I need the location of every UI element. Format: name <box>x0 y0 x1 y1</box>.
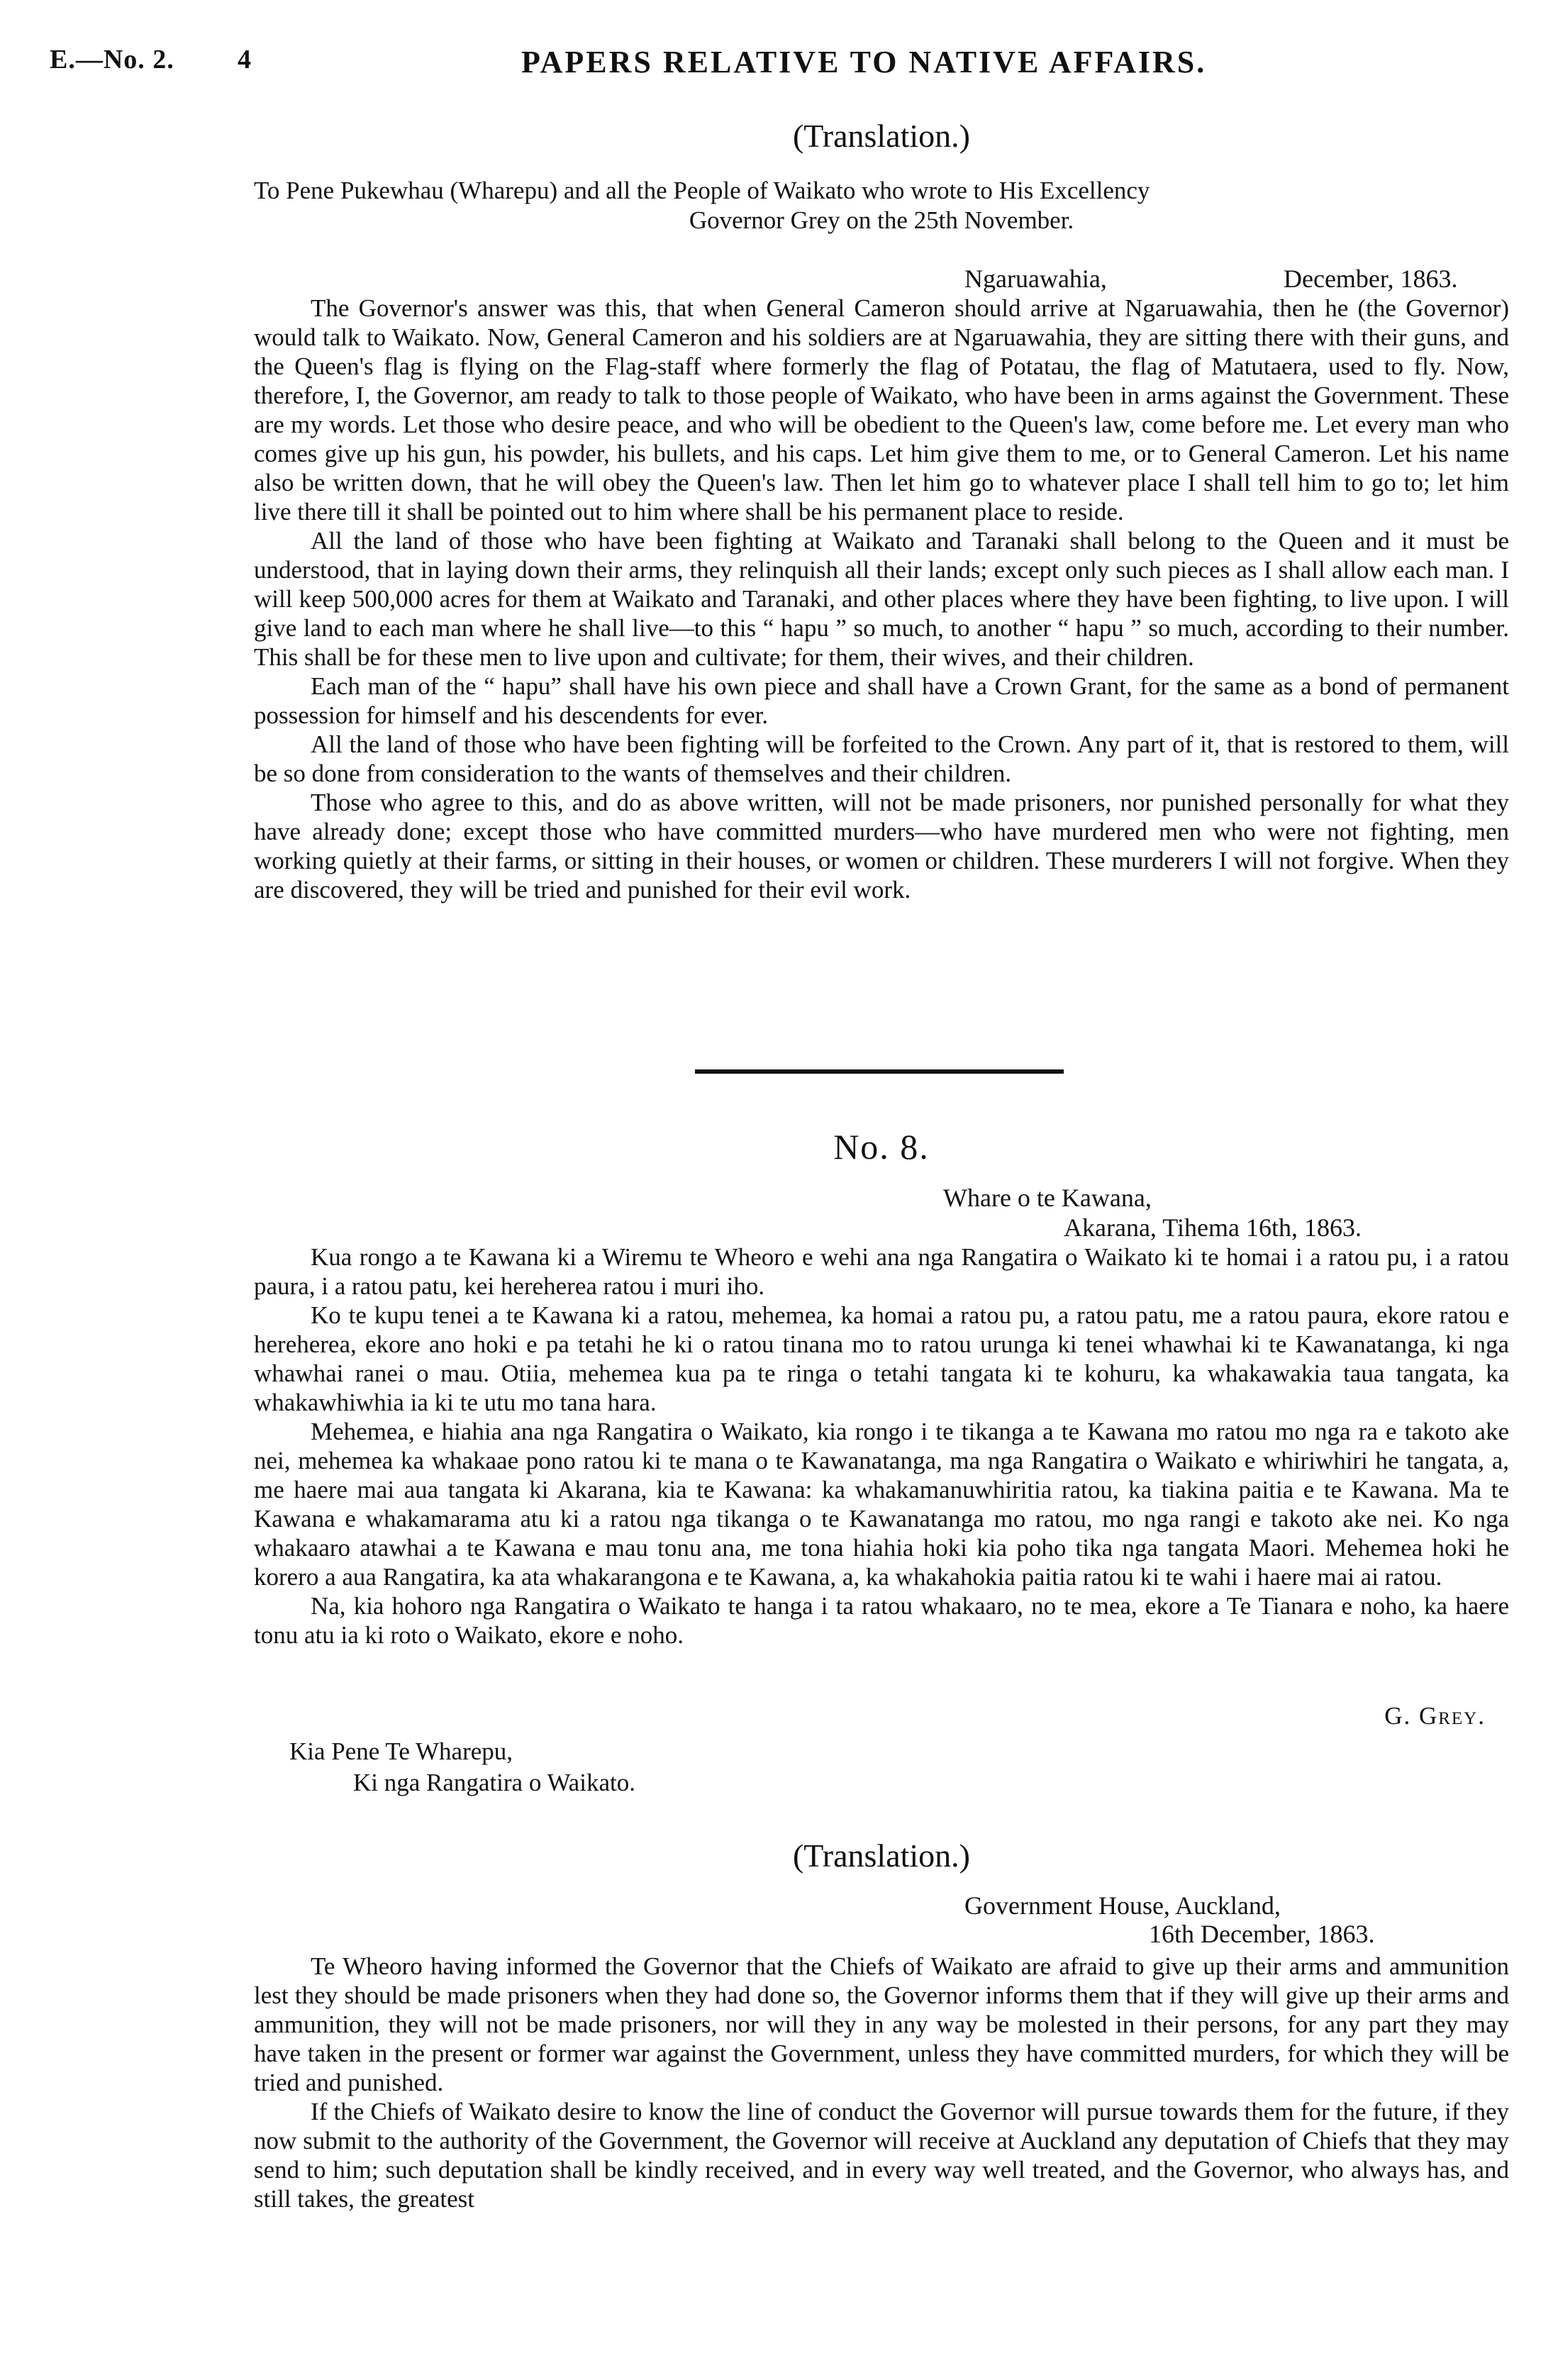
maori-address-line-1: Whare o te Kawana, <box>943 1184 1152 1212</box>
dateline-date: December, 1863. <box>1284 265 1458 293</box>
maori-letter-body <box>254 1242 1509 1650</box>
addressee-line-2: Governor Grey on the 25th November. <box>689 206 1074 234</box>
paragraph: The Governor's answer was this, that when General Cameron should arrive at Ngaruawahia, then he (the Governor) would talk to Waikato. Now, General Cameron and his soldiers are at Ngaruawahia, they are sitting there with their guns, and the Queen's flag is flying on the Flag-staff where formerly the flag of Potatau, the flag of Matutaera, used to fly. Now, therefore, I, the Governor, am ready to talk to those people of Waikato, who have been in arms against the Government. These are my words. Let those who desire peace, and who will be obedient to the Queen's law, come before me. Let every man who comes give up his gun, his powder, his bullets, and his caps. Let him give them to me, or to General Cameron. Let his name also be written down, that he will obey the Queen's law. Then let him go to whatever place I shall tell him to go to; let him live there till it shall be pointed out to him where shall be his permanent place to reside. <box>254 294 1509 526</box>
signature: G. Grey. <box>1384 1702 1486 1730</box>
letter-number-heading: No. 8. <box>833 1127 930 1167</box>
addressee <box>254 176 1509 235</box>
paragraph: All the land of those who have been fighting at Waikato and Taranaki shall belong to the Queen and it must be understood, that in laying down their arms, they relinquish all their lands; except only such pieces as I shall allow each man. I will keep 500,000 acres for them at Waikato and Taranaki, and other places where they have been fighting, to live upon. I will give land to each man where he shall live—to this “ hapu ” so much, to another “ hapu ” so much, according to their number. This shall be for these men to live upon and cultivate; for them, their wives, and their children. <box>254 527 1509 671</box>
paragraph: All the land of those who have been fighting will be forfeited to the Crown. Any part of it, that is restored to them, will be so done from consideration to the wants of themselves and their children. <box>254 730 1509 787</box>
translation-heading-1: (Translation.) <box>792 118 970 154</box>
recipient-line-1: Kia Pene Te Wharepu, <box>289 1737 513 1765</box>
paragraph: Those who agree to this, and do as above written, will not be made prisoners, nor punished personally for what they have already done; except those who have committed murders—who have murdered men who were not fighting, men working quietly at their farms, or sitting in their houses, or women or children. These murderers I will not forgive. When they are discovered, they will be tried and punished for their evil work. <box>254 789 1509 903</box>
translation-heading-2: (Translation.) <box>792 1837 970 1874</box>
section-divider <box>695 1069 1064 1074</box>
paragraph: Ko te kupu tenei a te Kawana ki a ratou, mehemea, ka homai a ratou pu, a ratou patu, me a ratou paura, ekore ratou e hereherea, ekore ano hoki e pa tetahi he ki o ratou tinana mo to ratou urunga ki tenei whawhai ki te Kawanatanga, ki nga whawhai ranei o mau. Otiia, mehemea kua pa te ringa o tetahi tangata ki te kohuru, ka whakawakia taua tangata, ka whakawhiwhia ia ki te utu mo tana hara. <box>254 1301 1509 1416</box>
maori-address-line-2: Akarana, Tihema 16th, 1863. <box>1064 1213 1362 1242</box>
addressee-line-1: To Pene Pukewhau (Wharepu) and all the People of Waikato who wrote to His Excellency <box>254 177 1150 204</box>
paragraph: Na, kia hohoro nga Rangatira o Waikato te hanga i ta ratou whakaaro, no te mea, ekore a Te Tianara e noho, ka haere tonu atu ia ki roto o Waikato, ekore e noho. <box>254 1592 1509 1649</box>
paragraph: Kua rongo a te Kawana ki a Wiremu te Wheoro e wehi ana nga Rangatira o Waikato ki te homai i a ratou pu, i a ratou paura, i a ratou patu, kei hereherea ratou i muri iho. <box>254 1243 1509 1300</box>
english-address-line-1: Government House, Auckland, <box>964 1891 1281 1920</box>
dateline-place: Ngaruawahia, <box>964 265 1107 293</box>
translation-body-1 <box>254 294 1509 904</box>
paragraph: If the Chiefs of Waikato desire to know the line of conduct the Governor will pursue towards them for the future, if they now submit to the authority of the Government, the Governor will receive at Auckland any deputation of Chiefs that they may send to him; such deputation shall be kindly received, and in every way well treated, and the Governor, who always has, and still takes, the greatest <box>254 2098 1509 2213</box>
paragraph: Each man of the “ hapu” shall have his own piece and shall have a Crown Grant, for the same as a bond of permanent possession for himself and his descendents for ever. <box>254 672 1509 729</box>
page-number: 4 <box>238 45 251 74</box>
running-title: PAPERS RELATIVE TO NATIVE AFFAIRS. <box>521 45 1207 79</box>
maori-recipients <box>289 1736 635 1798</box>
series-number: E.—No. 2. <box>50 45 174 74</box>
paragraph: Te Wheoro having informed the Governor that the Chiefs of Waikato are afraid to give up their arms and ammunition lest they should be made prisoners when they had done so, the Governor informs them that if they will give up their arms and ammunition, they will not be made prisoners, nor will they in any way be molested in their persons, for any part they may have taken in the present or former war against the Government, unless they have committed murders, for which they will be tried and punished. <box>254 1952 1509 2096</box>
page-header <box>50 44 1518 87</box>
english-address-line-2: 16th December, 1863. <box>1149 1920 1375 1948</box>
translation-body-2 <box>254 1952 1509 2213</box>
recipient-line-2: Ki nga Rangatira o Waikato. <box>353 1769 635 1796</box>
paragraph: Mehemea, e hiahia ana nga Rangatira o Waikato, kia rongo i te tikanga a te Kawana mo ratou mo nga ra e takoto ake nei, mehemea ka whakaae pono ratou ki te mana o te Kawanatanga, ma nga Rangatira o Waikato e whiriwhiri he tangata, a, me haere mai aua tangata ki Akarana, kia te Kawana: ka whakamanuwhiritia ratou, ka tiakina paitia e te Kawana. Ma te Kawana e whakamarama atu ki a ratou nga tikanga o te Kawanatanga mo ratou, mo nga rangi e takoto ake nei. Ko nga whakaaro atawhai a te Kawana e mau tonu ana, me tona hiahia hoki kia poho tika nga tangata Maori. Mehemea hoki he korero a aua Rangatira, ka ata whakarangona e te Kawana, a, ka whakahokia paitia ratou ki te wahi i haere mai ai ratou. <box>254 1418 1509 1591</box>
